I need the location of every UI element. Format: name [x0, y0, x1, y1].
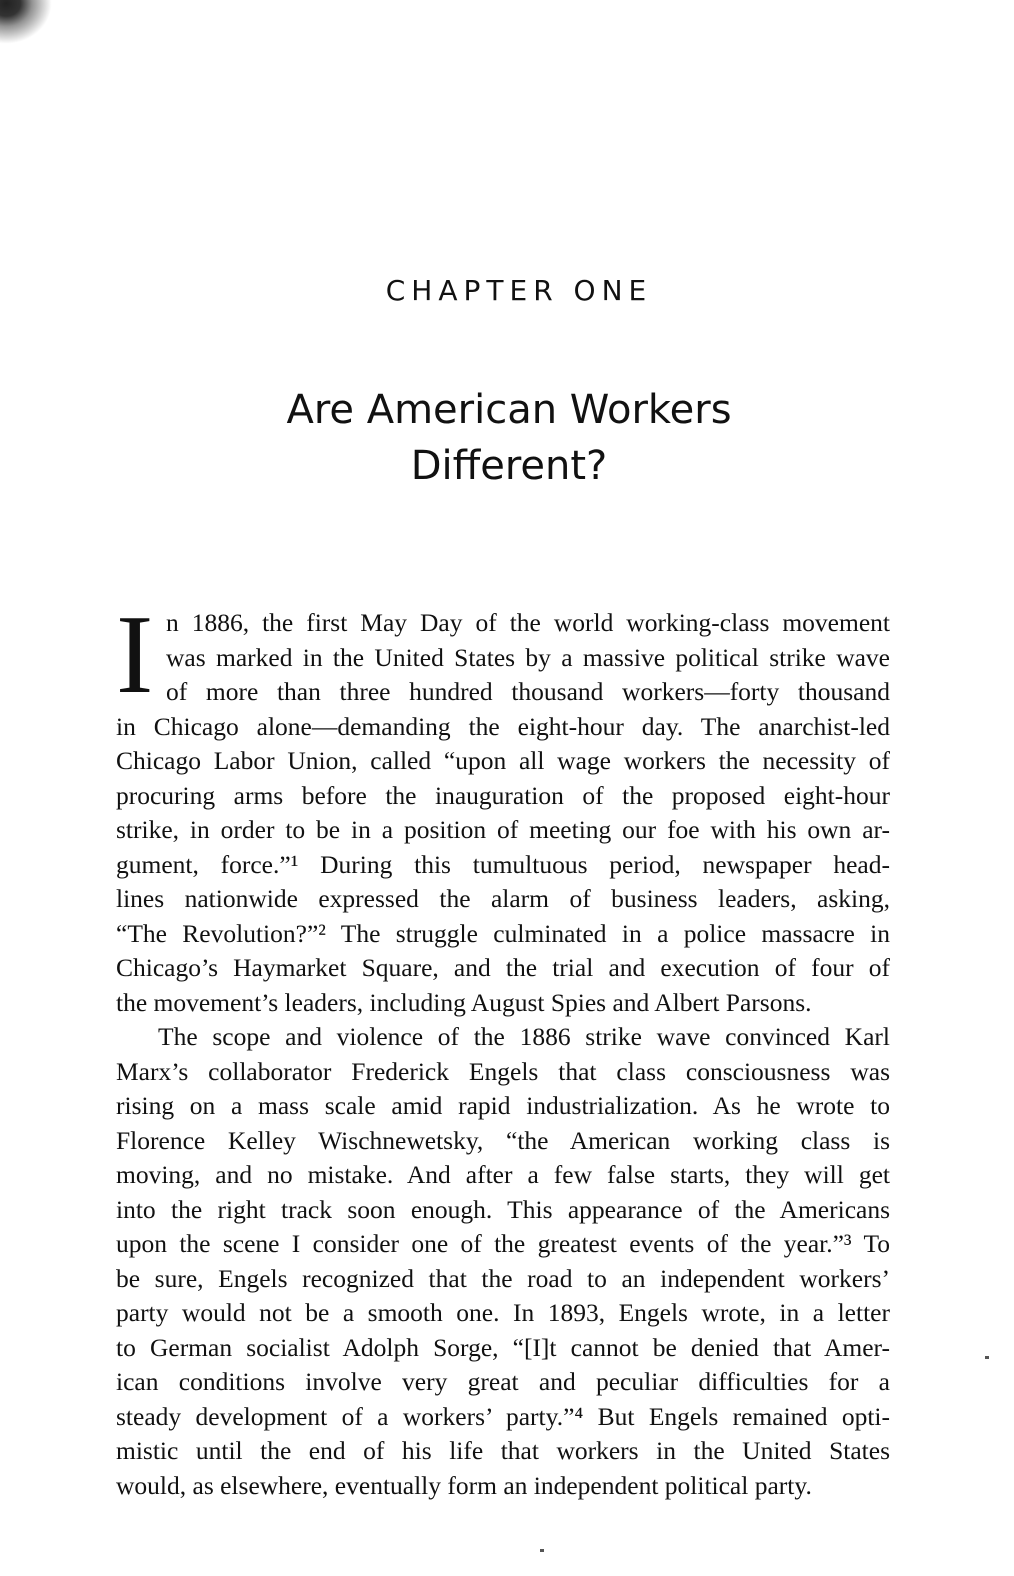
paragraph-1 [116, 593, 890, 1020]
text-line: Chicago’s Haymarket Square, and the trial and execution of four of [116, 953, 890, 982]
text-line: of more than three hundred thousand workers—forty thousand [166, 677, 890, 706]
text-line: the movement’s leaders, including August Spies and Albert Parsons. [116, 987, 812, 1017]
text-line: procuring arms before the inauguration of the proposed eight-hour [116, 780, 890, 810]
chapter-label: CHAPTER ONE [385, 274, 653, 307]
chapter-title-line: Are American Workers [286, 387, 732, 433]
text-line: to German socialist Adolph Sorge, “[I]t cannot be denied that Amer- [116, 1332, 890, 1362]
text-line: moving, and no mistake. And after a few false starts, they will get [116, 1160, 890, 1189]
text-line: steady development of a workers’ party.”⁴ But Engels remained opti- [116, 1401, 890, 1431]
chapter-title-line: Different? [410, 443, 608, 489]
text-line: upon the scene I consider one of the greatest events of the year.”³ To [116, 1229, 890, 1258]
text-line: Chicago Labor Union, called “upon all wage workers the necessity of [116, 746, 890, 775]
text-line: lines nationwide expressed the alarm of business leaders, asking, [116, 884, 890, 913]
text-line: Florence Kelley Wischnewetsky, “the American working class is [116, 1125, 890, 1155]
paragraph-2 [116, 1020, 890, 1503]
text-line: into the right track soon enough. This appearance of the Americans [116, 1194, 890, 1224]
text-line: “The Revolution?”² The struggle culminated in a police massacre in [116, 918, 890, 948]
text-line: gument, force.”¹ During this tumultuous period, newspaper head- [116, 849, 890, 879]
text-line: was marked in the United States by a massive political strike wave [166, 642, 890, 672]
text-line: would, as elsewhere, eventually form an independent political party. [116, 1470, 812, 1500]
text-line: The scope and violence of the 1886 strike wave convinced Karl [158, 1022, 890, 1051]
chapter-title [0, 382, 1014, 494]
scan-speck [540, 1549, 544, 1552]
text-line: be sure, Engels recognized that the road to an independent workers’ [116, 1263, 890, 1293]
drop-cap: I [116, 593, 154, 717]
text-line: strike, in order to be in a position of meeting our foe with his own ar- [116, 815, 890, 844]
text-line: n 1886, the first May Day of the world working-class movement [166, 608, 890, 637]
text-line: party would not be a smooth one. In 1893, Engels wrote, in a letter [116, 1298, 890, 1327]
text-line: mistic until the end of his life that workers in the United States [116, 1436, 890, 1465]
text-line: ican conditions involve very great and peculiar difficulties for a [116, 1367, 890, 1396]
text-line: in Chicago alone—demanding the eight-hour day. The anarchist-led [116, 711, 890, 741]
text-line: rising on a mass scale amid rapid industrialization. As he wrote to [116, 1091, 890, 1120]
scan-speck [985, 1356, 989, 1359]
scan-corner-mark [0, 0, 52, 44]
body-text [116, 593, 890, 1503]
text-line: Marx’s collaborator Frederick Engels that class consciousness was [116, 1056, 890, 1086]
